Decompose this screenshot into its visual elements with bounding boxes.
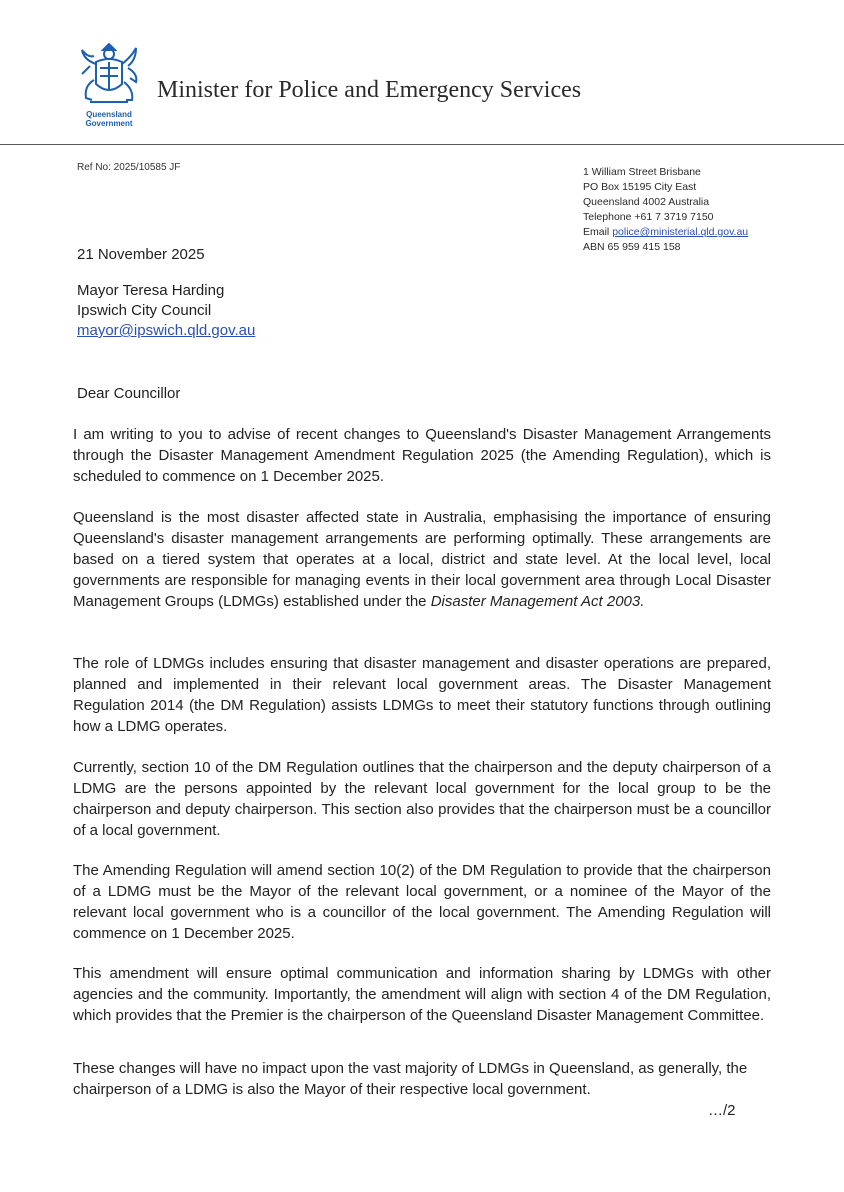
- recipient-name: Mayor Teresa Harding: [77, 282, 225, 299]
- address-state: Queensland 4002 Australia: [583, 196, 710, 208]
- queensland-government-logo: [76, 40, 142, 132]
- address-telephone: Telephone +61 7 3719 7150: [583, 211, 714, 223]
- body-paragraph-3: The role of LDMGs includes ensuring that disaster management and disaster operations are prepared, planned and implemented in their relevant local government areas. The Disaster Management Regulation 2014 (the DM Regulation) assists LDMGs to meet their statutory functions through outlining how a LDMG operates.: [73, 655, 771, 735]
- email-label: Email: [583, 226, 613, 238]
- logo-text-queensland: Queensland: [86, 110, 132, 119]
- minister-title: Minister for Police and Emergency Services: [157, 77, 582, 103]
- reference-number: Ref No: 2025/10585 JF: [77, 162, 181, 173]
- paragraph-2-text: Queensland is the most disaster affected state in Australia, emphasising the importance of ensuring Queensland's disaster management arrangements are performing optimally. These arrangements are based on a tiered system that operates at a local, district and state level. At the local level, local governments are responsible for managing events in their local government area through Local Disaster Management Groups (LDMGs) established under the: [73, 509, 771, 610]
- recipient-block: [77, 281, 255, 341]
- letter-date: 21 November 2025: [77, 246, 205, 263]
- recipient-organisation: Ipswich City Council: [77, 302, 212, 319]
- act-title: Disaster Management Act 2003.: [430, 593, 645, 610]
- address-email-line: [583, 225, 748, 240]
- coat-of-arms-icon: [76, 40, 142, 110]
- body-paragraph-7: These changes will have no impact upon the vast majority of LDMGs in Queensland, as generally, the chairperson of a LDMG is also the Mayor of their respective local government.: [73, 1060, 748, 1098]
- body-paragraph-6: This amendment will ensure optimal communication and information sharing by LDMGs with other agencies and the community. Importantly, the amendment will align with section 4 of the DM Regulation, which provides that the Premier is the chairperson of the Queensland Disaster Management Committee.: [73, 965, 771, 1024]
- sender-email-link[interactable]: police@ministerial.qld.gov.au: [612, 226, 749, 238]
- letterhead-divider: [0, 144, 844, 145]
- logo-text-government: Government: [85, 119, 133, 128]
- sender-address-block: [583, 165, 748, 255]
- recipient-email-link[interactable]: mayor@ipswich.qld.gov.au: [77, 322, 256, 339]
- body-paragraph-1: I am writing to you to advise of recent changes to Queensland's Disaster Management Arrangements through the Disaster Management Amendment Regulation 2025 (the Amending Regulation), which is scheduled to commence on 1 December 2025.: [73, 426, 771, 485]
- body-paragraph-4: Currently, section 10 of the DM Regulation outlines that the chairperson and the deputy chairperson of a LDMG are the persons appointed by the relevant local government for the local group to be the chairperson and deputy chairperson. This section also provides that the chairperson must be a councillor of a local government.: [73, 759, 771, 839]
- body-paragraph-5: The Amending Regulation will amend section 10(2) of the DM Regulation to provide that the chairperson of a LDMG must be the Mayor of the relevant local government, or a nominee of the Mayor of the relevant local government who is a councillor of the local government. The Amending Regulation will commence on 1 December 2025.: [73, 862, 771, 942]
- body-paragraph-2: [73, 507, 771, 612]
- salutation: Dear Councillor: [77, 385, 181, 402]
- address-abn: ABN 65 959 415 158: [583, 241, 681, 253]
- address-po-box: PO Box 15195 City East: [583, 181, 697, 193]
- page-continuation-marker: …/2: [708, 1102, 736, 1119]
- address-street: 1 William Street Brisbane: [583, 166, 701, 178]
